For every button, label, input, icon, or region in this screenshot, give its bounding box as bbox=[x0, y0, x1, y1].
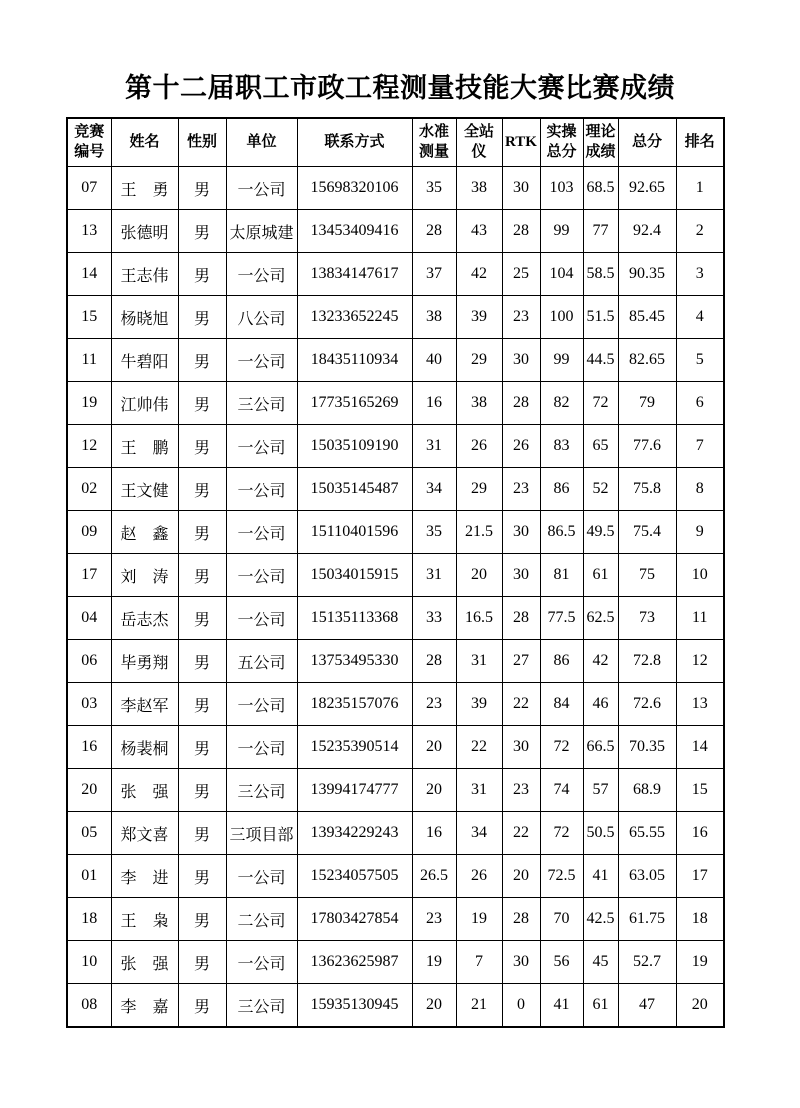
table-row bbox=[67, 812, 724, 855]
cell-total: 70.35 bbox=[618, 726, 676, 769]
cell-practical: 86.5 bbox=[540, 511, 583, 554]
cell-practical: 86 bbox=[540, 468, 583, 511]
cell-phone: 15034015915 bbox=[297, 554, 412, 597]
cell-unit: 三公司 bbox=[226, 984, 297, 1028]
cell-gender: 男 bbox=[178, 984, 226, 1028]
cell-id: 08 bbox=[67, 984, 111, 1028]
table-row bbox=[67, 296, 724, 339]
cell-rank: 20 bbox=[676, 984, 724, 1028]
cell-rtk: 30 bbox=[502, 511, 540, 554]
cell-practical: 81 bbox=[540, 554, 583, 597]
cell-leveling: 20 bbox=[412, 769, 456, 812]
cell-phone: 17735165269 bbox=[297, 382, 412, 425]
cell-rank: 16 bbox=[676, 812, 724, 855]
cell-name: 王文健 bbox=[111, 468, 178, 511]
cell-total_station: 26 bbox=[456, 855, 502, 898]
cell-name: 王 枭 bbox=[111, 898, 178, 941]
table-row bbox=[67, 468, 724, 511]
cell-theory: 41 bbox=[583, 855, 618, 898]
cell-theory: 57 bbox=[583, 769, 618, 812]
cell-name: 赵 鑫 bbox=[111, 511, 178, 554]
cell-leveling: 19 bbox=[412, 941, 456, 984]
cell-theory: 68.5 bbox=[583, 167, 618, 210]
cell-theory: 58.5 bbox=[583, 253, 618, 296]
cell-phone: 18235157076 bbox=[297, 683, 412, 726]
cell-rtk: 28 bbox=[502, 210, 540, 253]
cell-practical: 82 bbox=[540, 382, 583, 425]
table-row bbox=[67, 984, 724, 1028]
cell-practical: 103 bbox=[540, 167, 583, 210]
cell-phone: 13233652245 bbox=[297, 296, 412, 339]
cell-name: 刘 涛 bbox=[111, 554, 178, 597]
cell-unit: 一公司 bbox=[226, 554, 297, 597]
cell-name: 岳志杰 bbox=[111, 597, 178, 640]
cell-id: 14 bbox=[67, 253, 111, 296]
cell-rank: 19 bbox=[676, 941, 724, 984]
cell-practical: 99 bbox=[540, 339, 583, 382]
cell-phone: 13834147617 bbox=[297, 253, 412, 296]
cell-total_station: 21 bbox=[456, 984, 502, 1028]
cell-rtk: 20 bbox=[502, 855, 540, 898]
cell-phone: 17803427854 bbox=[297, 898, 412, 941]
header-cell-name bbox=[111, 118, 178, 167]
cell-gender: 男 bbox=[178, 769, 226, 812]
cell-total_station: 39 bbox=[456, 296, 502, 339]
cell-practical: 56 bbox=[540, 941, 583, 984]
cell-rtk: 26 bbox=[502, 425, 540, 468]
header-label-line: 理论 bbox=[585, 124, 616, 140]
table-row bbox=[67, 855, 724, 898]
header-cell-rank bbox=[676, 118, 724, 167]
cell-total_station: 31 bbox=[456, 769, 502, 812]
cell-gender: 男 bbox=[178, 640, 226, 683]
cell-total_station: 20 bbox=[456, 554, 502, 597]
cell-rank: 14 bbox=[676, 726, 724, 769]
cell-theory: 61 bbox=[583, 984, 618, 1028]
cell-total_station: 21.5 bbox=[456, 511, 502, 554]
cell-total_station: 29 bbox=[456, 468, 502, 511]
cell-rtk: 30 bbox=[502, 167, 540, 210]
cell-name: 李 进 bbox=[111, 855, 178, 898]
cell-rtk: 22 bbox=[502, 812, 540, 855]
cell-id: 17 bbox=[67, 554, 111, 597]
cell-rtk: 28 bbox=[502, 898, 540, 941]
cell-rank: 12 bbox=[676, 640, 724, 683]
cell-name: 杨裴桐 bbox=[111, 726, 178, 769]
cell-phone: 13453409416 bbox=[297, 210, 412, 253]
cell-leveling: 35 bbox=[412, 167, 456, 210]
cell-name: 牛碧阳 bbox=[111, 339, 178, 382]
cell-name: 张 强 bbox=[111, 769, 178, 812]
cell-total_station: 31 bbox=[456, 640, 502, 683]
cell-theory: 50.5 bbox=[583, 812, 618, 855]
cell-unit: 一公司 bbox=[226, 468, 297, 511]
cell-total: 77.6 bbox=[618, 425, 676, 468]
cell-leveling: 34 bbox=[412, 468, 456, 511]
cell-unit: 太原城建 bbox=[226, 210, 297, 253]
page-title: 第十二届职工市政工程测量技能大赛比赛成绩 bbox=[125, 73, 675, 103]
cell-total: 61.75 bbox=[618, 898, 676, 941]
cell-practical: 100 bbox=[540, 296, 583, 339]
header-cell-leveling bbox=[412, 118, 456, 167]
cell-leveling: 28 bbox=[412, 210, 456, 253]
header-cell-unit bbox=[226, 118, 297, 167]
table-row bbox=[67, 210, 724, 253]
cell-phone: 15935130945 bbox=[297, 984, 412, 1028]
cell-unit: 一公司 bbox=[226, 511, 297, 554]
cell-rtk: 30 bbox=[502, 941, 540, 984]
cell-theory: 65 bbox=[583, 425, 618, 468]
cell-practical: 72.5 bbox=[540, 855, 583, 898]
header-label-line: 水准 bbox=[418, 124, 449, 140]
header-row bbox=[67, 118, 724, 167]
cell-total: 79 bbox=[618, 382, 676, 425]
cell-id: 16 bbox=[67, 726, 111, 769]
cell-rank: 9 bbox=[676, 511, 724, 554]
cell-phone: 13934229243 bbox=[297, 812, 412, 855]
cell-total: 90.35 bbox=[618, 253, 676, 296]
cell-phone: 15110401596 bbox=[297, 511, 412, 554]
cell-unit: 一公司 bbox=[226, 726, 297, 769]
cell-gender: 男 bbox=[178, 210, 226, 253]
cell-id: 18 bbox=[67, 898, 111, 941]
cell-practical: 72 bbox=[540, 726, 583, 769]
cell-phone: 15234057505 bbox=[297, 855, 412, 898]
cell-id: 05 bbox=[67, 812, 111, 855]
cell-rtk: 30 bbox=[502, 726, 540, 769]
cell-id: 19 bbox=[67, 382, 111, 425]
cell-phone: 18435110934 bbox=[297, 339, 412, 382]
cell-rtk: 22 bbox=[502, 683, 540, 726]
cell-practical: 70 bbox=[540, 898, 583, 941]
cell-gender: 男 bbox=[178, 296, 226, 339]
cell-rank: 6 bbox=[676, 382, 724, 425]
cell-total_station: 16.5 bbox=[456, 597, 502, 640]
cell-id: 20 bbox=[67, 769, 111, 812]
header-label-line: 单位 bbox=[246, 133, 277, 150]
cell-leveling: 26.5 bbox=[412, 855, 456, 898]
cell-theory: 45 bbox=[583, 941, 618, 984]
cell-leveling: 16 bbox=[412, 812, 456, 855]
cell-total: 85.45 bbox=[618, 296, 676, 339]
cell-id: 04 bbox=[67, 597, 111, 640]
cell-total: 52.7 bbox=[618, 941, 676, 984]
cell-theory: 61 bbox=[583, 554, 618, 597]
cell-phone: 15135113368 bbox=[297, 597, 412, 640]
cell-name: 李 嘉 bbox=[111, 984, 178, 1028]
header-cell-theory bbox=[583, 118, 618, 167]
table-row bbox=[67, 683, 724, 726]
cell-leveling: 23 bbox=[412, 898, 456, 941]
cell-theory: 52 bbox=[583, 468, 618, 511]
cell-total_station: 7 bbox=[456, 941, 502, 984]
header-label-line: 排名 bbox=[684, 133, 715, 150]
cell-total: 72.8 bbox=[618, 640, 676, 683]
cell-rank: 4 bbox=[676, 296, 724, 339]
cell-leveling: 20 bbox=[412, 984, 456, 1028]
cell-theory: 42.5 bbox=[583, 898, 618, 941]
cell-unit: 三项目部 bbox=[226, 812, 297, 855]
cell-leveling: 38 bbox=[412, 296, 456, 339]
cell-unit: 一公司 bbox=[226, 253, 297, 296]
cell-practical: 104 bbox=[540, 253, 583, 296]
cell-gender: 男 bbox=[178, 683, 226, 726]
cell-practical: 77.5 bbox=[540, 597, 583, 640]
cell-rtk: 30 bbox=[502, 339, 540, 382]
cell-total: 75 bbox=[618, 554, 676, 597]
cell-id: 11 bbox=[67, 339, 111, 382]
header-label-line: 总分 bbox=[546, 143, 577, 160]
cell-id: 07 bbox=[67, 167, 111, 210]
cell-unit: 三公司 bbox=[226, 382, 297, 425]
cell-total: 73 bbox=[618, 597, 676, 640]
cell-rank: 3 bbox=[676, 253, 724, 296]
cell-theory: 51.5 bbox=[583, 296, 618, 339]
cell-total: 75.4 bbox=[618, 511, 676, 554]
cell-total_station: 38 bbox=[456, 167, 502, 210]
cell-total_station: 34 bbox=[456, 812, 502, 855]
cell-leveling: 37 bbox=[412, 253, 456, 296]
cell-id: 02 bbox=[67, 468, 111, 511]
header-cell-id bbox=[67, 118, 111, 167]
cell-theory: 62.5 bbox=[583, 597, 618, 640]
cell-leveling: 28 bbox=[412, 640, 456, 683]
cell-id: 13 bbox=[67, 210, 111, 253]
cell-name: 张 强 bbox=[111, 941, 178, 984]
cell-total: 65.55 bbox=[618, 812, 676, 855]
cell-leveling: 33 bbox=[412, 597, 456, 640]
cell-unit: 八公司 bbox=[226, 296, 297, 339]
cell-id: 09 bbox=[67, 511, 111, 554]
header-cell-gender bbox=[178, 118, 226, 167]
cell-phone: 13753495330 bbox=[297, 640, 412, 683]
cell-phone: 15698320106 bbox=[297, 167, 412, 210]
cell-unit: 一公司 bbox=[226, 941, 297, 984]
cell-total: 92.4 bbox=[618, 210, 676, 253]
cell-unit: 一公司 bbox=[226, 855, 297, 898]
cell-theory: 44.5 bbox=[583, 339, 618, 382]
cell-total_station: 22 bbox=[456, 726, 502, 769]
cell-total: 47 bbox=[618, 984, 676, 1028]
cell-unit: 一公司 bbox=[226, 167, 297, 210]
cell-total: 82.65 bbox=[618, 339, 676, 382]
table-row bbox=[67, 339, 724, 382]
cell-total_station: 43 bbox=[456, 210, 502, 253]
cell-leveling: 31 bbox=[412, 425, 456, 468]
cell-phone: 15035145487 bbox=[297, 468, 412, 511]
cell-name: 王志伟 bbox=[111, 253, 178, 296]
table-row bbox=[67, 726, 724, 769]
cell-theory: 72 bbox=[583, 382, 618, 425]
cell-rtk: 25 bbox=[502, 253, 540, 296]
table-row bbox=[67, 382, 724, 425]
header-cell-rtk bbox=[502, 118, 540, 167]
table-row bbox=[67, 511, 724, 554]
cell-unit: 一公司 bbox=[226, 597, 297, 640]
cell-leveling: 16 bbox=[412, 382, 456, 425]
cell-total: 63.05 bbox=[618, 855, 676, 898]
cell-practical: 74 bbox=[540, 769, 583, 812]
cell-phone: 13623625987 bbox=[297, 941, 412, 984]
cell-gender: 男 bbox=[178, 855, 226, 898]
cell-gender: 男 bbox=[178, 597, 226, 640]
cell-total: 68.9 bbox=[618, 769, 676, 812]
cell-gender: 男 bbox=[178, 511, 226, 554]
cell-gender: 男 bbox=[178, 726, 226, 769]
table-body bbox=[67, 167, 724, 1028]
cell-gender: 男 bbox=[178, 554, 226, 597]
table-row bbox=[67, 769, 724, 812]
cell-total_station: 29 bbox=[456, 339, 502, 382]
cell-name: 郑文喜 bbox=[111, 812, 178, 855]
cell-name: 王 勇 bbox=[111, 167, 178, 210]
table-row bbox=[67, 425, 724, 468]
table-row bbox=[67, 253, 724, 296]
cell-theory: 42 bbox=[583, 640, 618, 683]
header-label-line: 成绩 bbox=[585, 143, 616, 160]
table-row bbox=[67, 554, 724, 597]
table-row bbox=[67, 167, 724, 210]
table-row bbox=[67, 941, 724, 984]
cell-gender: 男 bbox=[178, 167, 226, 210]
cell-rank: 5 bbox=[676, 339, 724, 382]
cell-rank: 17 bbox=[676, 855, 724, 898]
cell-rank: 7 bbox=[676, 425, 724, 468]
header-label-line: 姓名 bbox=[129, 133, 160, 150]
cell-rtk: 23 bbox=[502, 769, 540, 812]
cell-unit: 五公司 bbox=[226, 640, 297, 683]
cell-practical: 86 bbox=[540, 640, 583, 683]
header-cell-total_station bbox=[456, 118, 502, 167]
header-cell-total bbox=[618, 118, 676, 167]
header-cell-practical bbox=[540, 118, 583, 167]
cell-rtk: 28 bbox=[502, 597, 540, 640]
cell-leveling: 20 bbox=[412, 726, 456, 769]
cell-leveling: 40 bbox=[412, 339, 456, 382]
cell-gender: 男 bbox=[178, 382, 226, 425]
header-label-line: 测量 bbox=[418, 143, 449, 160]
cell-rank: 8 bbox=[676, 468, 724, 511]
cell-theory: 49.5 bbox=[583, 511, 618, 554]
cell-rank: 10 bbox=[676, 554, 724, 597]
cell-phone: 15235390514 bbox=[297, 726, 412, 769]
results-table bbox=[66, 117, 725, 1028]
cell-phone: 15035109190 bbox=[297, 425, 412, 468]
cell-gender: 男 bbox=[178, 468, 226, 511]
cell-id: 06 bbox=[67, 640, 111, 683]
cell-rtk: 28 bbox=[502, 382, 540, 425]
table-row bbox=[67, 640, 724, 683]
header-label-line: 总分 bbox=[631, 133, 662, 150]
header-label-line: 编号 bbox=[74, 143, 105, 160]
cell-total_station: 38 bbox=[456, 382, 502, 425]
table-row bbox=[67, 597, 724, 640]
cell-gender: 男 bbox=[178, 898, 226, 941]
header-label-line: 竞赛 bbox=[74, 124, 105, 140]
header-label-line: 全站 bbox=[463, 124, 494, 140]
cell-practical: 83 bbox=[540, 425, 583, 468]
cell-rank: 15 bbox=[676, 769, 724, 812]
cell-name: 李赵军 bbox=[111, 683, 178, 726]
cell-id: 01 bbox=[67, 855, 111, 898]
cell-practical: 84 bbox=[540, 683, 583, 726]
cell-rank: 2 bbox=[676, 210, 724, 253]
header-cell-phone bbox=[297, 118, 412, 167]
cell-phone: 13994174777 bbox=[297, 769, 412, 812]
cell-unit: 三公司 bbox=[226, 769, 297, 812]
table-row bbox=[67, 898, 724, 941]
cell-leveling: 23 bbox=[412, 683, 456, 726]
cell-gender: 男 bbox=[178, 253, 226, 296]
cell-rank: 11 bbox=[676, 597, 724, 640]
cell-rtk: 27 bbox=[502, 640, 540, 683]
cell-total_station: 19 bbox=[456, 898, 502, 941]
cell-rtk: 0 bbox=[502, 984, 540, 1028]
cell-total: 75.8 bbox=[618, 468, 676, 511]
cell-name: 张德明 bbox=[111, 210, 178, 253]
cell-rank: 1 bbox=[676, 167, 724, 210]
cell-theory: 66.5 bbox=[583, 726, 618, 769]
cell-unit: 一公司 bbox=[226, 683, 297, 726]
cell-id: 03 bbox=[67, 683, 111, 726]
cell-name: 王 鹏 bbox=[111, 425, 178, 468]
cell-rtk: 30 bbox=[502, 554, 540, 597]
cell-theory: 46 bbox=[583, 683, 618, 726]
cell-gender: 男 bbox=[178, 339, 226, 382]
cell-total: 72.6 bbox=[618, 683, 676, 726]
cell-unit: 二公司 bbox=[226, 898, 297, 941]
header-label-line: 实操 bbox=[546, 124, 577, 140]
cell-total_station: 26 bbox=[456, 425, 502, 468]
cell-total_station: 39 bbox=[456, 683, 502, 726]
cell-rtk: 23 bbox=[502, 296, 540, 339]
header-label-line: 仪 bbox=[471, 143, 487, 160]
cell-theory: 77 bbox=[583, 210, 618, 253]
cell-id: 12 bbox=[67, 425, 111, 468]
cell-gender: 男 bbox=[178, 425, 226, 468]
header-label-line: RTK bbox=[505, 133, 537, 150]
cell-total_station: 42 bbox=[456, 253, 502, 296]
header-label-line: 性别 bbox=[186, 133, 217, 150]
cell-leveling: 31 bbox=[412, 554, 456, 597]
cell-gender: 男 bbox=[178, 812, 226, 855]
cell-practical: 99 bbox=[540, 210, 583, 253]
cell-rank: 18 bbox=[676, 898, 724, 941]
cell-practical: 72 bbox=[540, 812, 583, 855]
cell-name: 江帅伟 bbox=[111, 382, 178, 425]
cell-id: 15 bbox=[67, 296, 111, 339]
header-label-line: 联系方式 bbox=[324, 133, 385, 150]
cell-rtk: 23 bbox=[502, 468, 540, 511]
cell-rank: 13 bbox=[676, 683, 724, 726]
cell-leveling: 35 bbox=[412, 511, 456, 554]
cell-unit: 一公司 bbox=[226, 339, 297, 382]
cell-id: 10 bbox=[67, 941, 111, 984]
cell-total: 92.65 bbox=[618, 167, 676, 210]
cell-gender: 男 bbox=[178, 941, 226, 984]
cell-unit: 一公司 bbox=[226, 425, 297, 468]
cell-name: 毕勇翔 bbox=[111, 640, 178, 683]
cell-practical: 41 bbox=[540, 984, 583, 1028]
cell-name: 杨晓旭 bbox=[111, 296, 178, 339]
